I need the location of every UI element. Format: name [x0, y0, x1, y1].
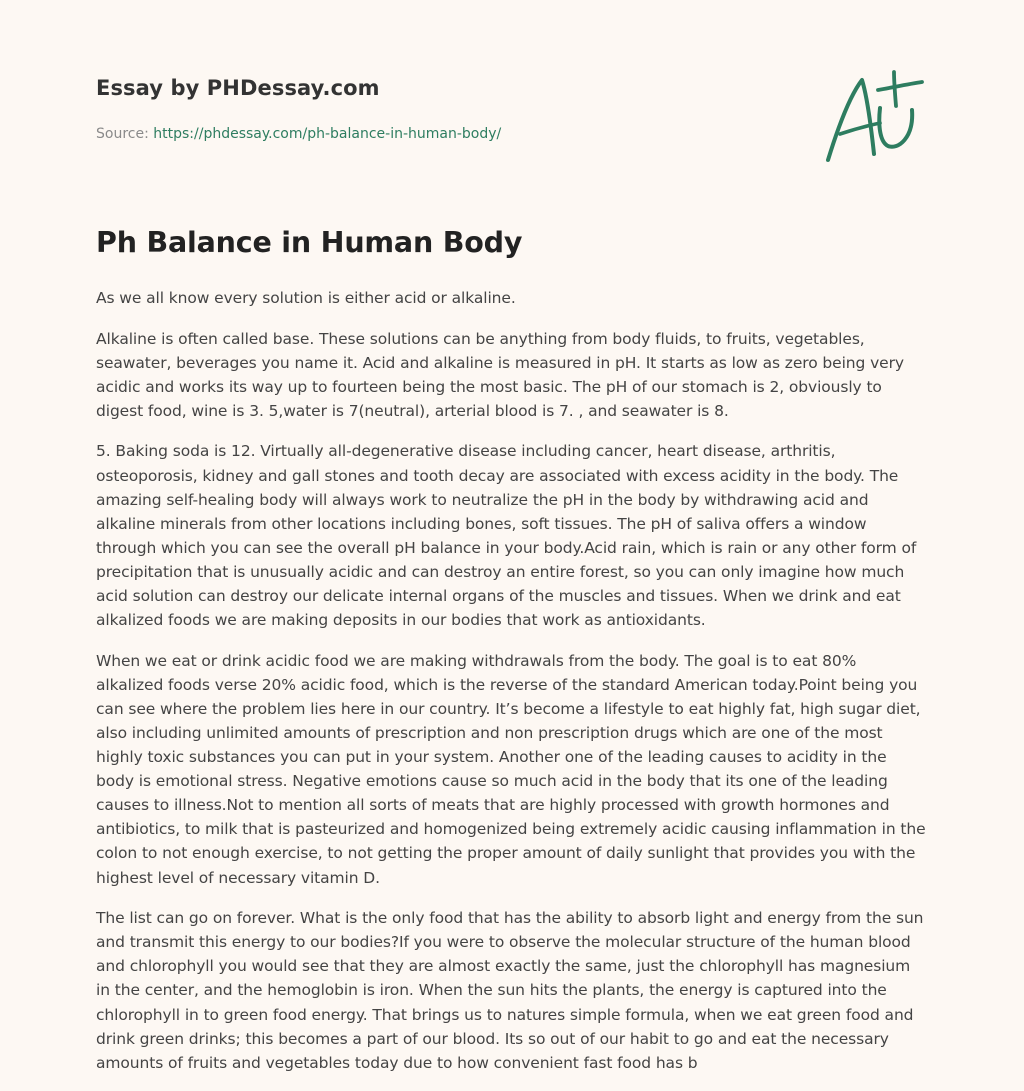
- essay-paragraph: Alkaline is often called base. These solutions can be anything from body fluids, to fruits, vegetables, seawater, beverages you name it. Acid and alkaline is measured in pH. It starts as low as zero being very acidic and works its way up to fourteen being the most basic. The pH of our stomach is 2, obviously to digest food, wine is 3. 5,water is 7(neutral), arterial blood is 7. , and seawater is 8.: [96, 329, 904, 420]
- source-line: [96, 126, 501, 142]
- essay-paragraph: 5. Baking soda is 12. Virtually all-degenerative disease including cancer, heart disease, arthritis, osteoporosis, kidney and gall stones and tooth decay are associated with excess acidity in the body. The amazing self-healing body will always work to neutralize the pH in the body by withdrawing acid and alkaline minerals from other locations including bones, soft tissues. The pH of saliva offers a window through which you can see the overall pH balance in your body.Acid rain, which is rain or any other form of precipitation that is unusually acidic and can destroy an entire forest, so you can only imagine how much acid solution can destroy our delicate internal organs of the muscles and tissues. When we drink and eat alkalized foods we are making deposits in our bodies that work as antioxidants.: [96, 442, 917, 630]
- page-header: [96, 76, 936, 142]
- a-plus-logo-icon: [822, 68, 926, 164]
- site-brand: Essay by PHDessay.com: [96, 76, 380, 100]
- essay-body: [96, 286, 928, 1091]
- source-label: Source:: [96, 126, 154, 142]
- essay-title: Ph Balance in Human Body: [96, 226, 523, 259]
- source-link[interactable]: https://phdessay.com/ph-balance-in-human-body/: [153, 126, 502, 142]
- essay-paragraph: The list can go on forever. What is the only food that has the ability to absorb light and energy from the sun and transmit this energy to our bodies?If you were to observe the molecular structure of the human blood and chlorophyll you would see that they are almost exactly the same, just the chlorophyll has magnesium in the center, and the hemoglobin is iron. When the sun hits the plants, the energy is captured into the chlorophyll in to green food energy. That brings us to natures simple formula, when we eat green food and drink green drinks; this becomes a part of our blood. Its so out of our habit to go and eat the necessary amounts of fruits and vegetables today due to how convenient fast food has b: [96, 909, 924, 1072]
- essay-paragraph: When we eat or drink acidic food we are making withdrawals from the body. The goal is to eat 80% alkalized foods verse 20% acidic food, which is the reverse of the standard American today.Point being you can see where the problem lies here in our country. It’s become a lifestyle to eat highly fat, high sugar diet, also including unlimited amounts of prescription and non prescription drugs which are one of the most highly toxic substances you can put in your system. Another one of the leading causes to acidity in the body is emotional stress. Negative emotions cause so much acid in the body that its one of the leading causes to illness.Not to mention all sorts of meats that are highly processed with growth hormones and antibiotics, to milk that is pasteurized and homogenized being extremely acidic causing inflammation in the colon to not enough exercise, to not getting the proper amount of daily sunlight that provides you with the highest level of necessary vitamin D.: [96, 651, 926, 887]
- essay-paragraph: As we all know every solution is either acid or alkaline.: [96, 289, 516, 307]
